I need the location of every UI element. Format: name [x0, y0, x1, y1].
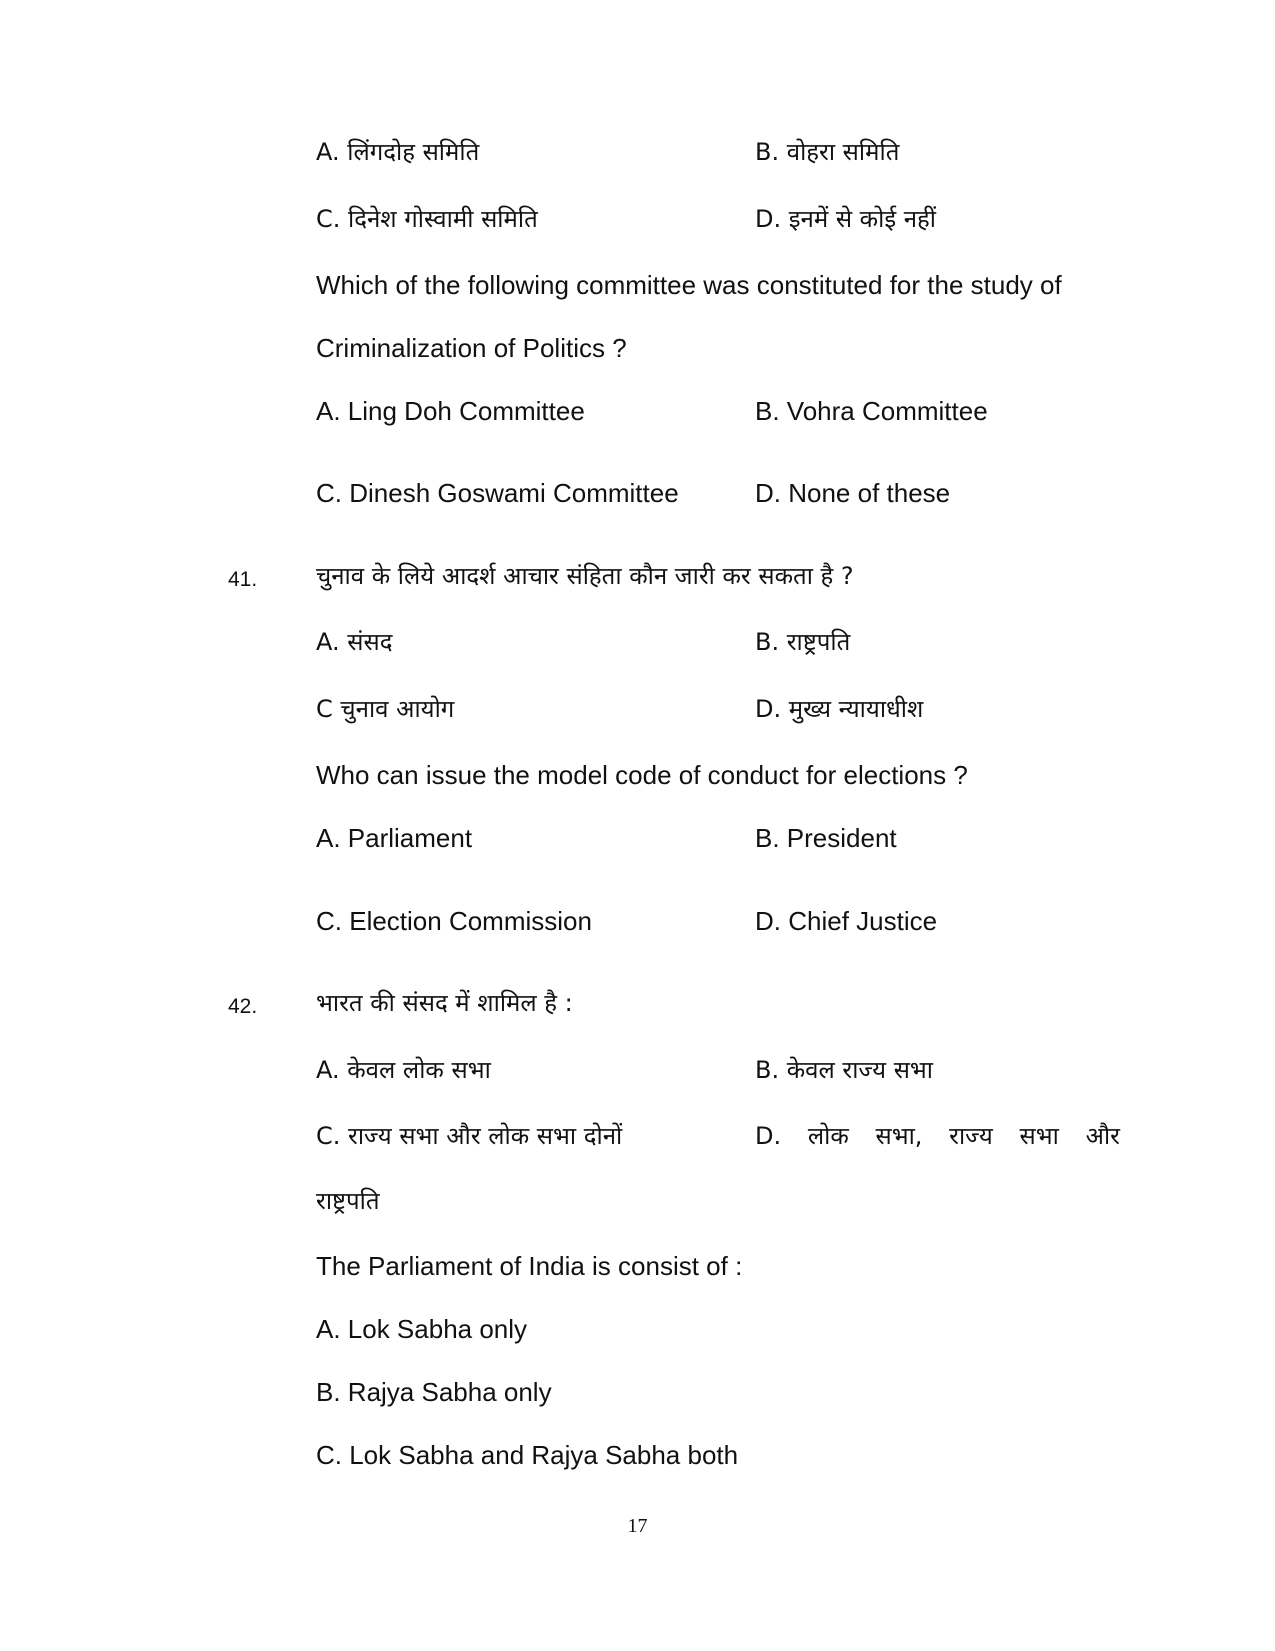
q40-hi-option-d: D. इनमें से कोई नहीं — [755, 205, 937, 233]
q42-hi-option-d-word: राज्य — [949, 1122, 993, 1150]
q41-hi-question: चुनाव के लिये आदर्श आचार संहिता कौन जारी कर सकता है ? — [316, 562, 854, 590]
q40-hi-option-a: A. लिंगदोह समिति — [316, 138, 480, 166]
q40-en-question-line-2: Criminalization of Politics ? — [316, 333, 627, 363]
q41-hi-option-c: C चुनाव आयोग — [316, 695, 455, 723]
q42-hi-option-d — [755, 1120, 1120, 1152]
q42-en-option-a: A. Lok Sabha only — [316, 1314, 528, 1344]
q42-hi-option-d-word: सभा — [1019, 1122, 1059, 1150]
q42-hi-option-b: B. केवल राज्य सभा — [755, 1056, 934, 1084]
q41-hi-option-d: D. मुख्य न्यायाधीश — [755, 695, 924, 723]
q42-hi-question: भारत की संसद में शामिल है : — [316, 989, 573, 1017]
q42-number: 42. — [228, 995, 258, 1018]
q41-hi-option-a: A. संसद — [316, 628, 393, 656]
q41-en-option-c: C. Election Commission — [316, 906, 592, 936]
q41-en-option-a: A. Parliament — [316, 823, 473, 853]
q41-hi-option-b: B. राष्ट्रपति — [755, 628, 851, 656]
q42-hi-option-d-word: सभा, — [875, 1122, 923, 1150]
q40-en-question-line-1: Which of the following committee was constituted for the study of — [316, 270, 1062, 300]
q42-en-option-c: C. Lok Sabha and Rajya Sabha both — [316, 1440, 739, 1470]
q42-en-question: The Parliament of India is consist of : — [316, 1251, 743, 1281]
page-number: 17 — [627, 1515, 648, 1537]
q42-hi-option-d-word: D. — [755, 1122, 782, 1150]
q41-number: 41. — [228, 568, 258, 591]
q41-en-option-b: B. President — [755, 823, 897, 853]
q42-hi-option-d-word: और — [1085, 1122, 1120, 1150]
q40-hi-option-b: B. वोहरा समिति — [755, 138, 900, 166]
q42-hi-option-c: C. राज्य सभा और लोक सभा दोनों — [316, 1122, 623, 1150]
q42-en-option-b: B. Rajya Sabha only — [316, 1377, 552, 1407]
q41-en-question: Who can issue the model code of conduct for elections ? — [316, 760, 968, 790]
q42-hi-option-d-word: लोक — [807, 1122, 849, 1150]
q40-en-option-a: A. Ling Doh Committee — [316, 396, 585, 426]
q40-hi-option-c: C. दिनेश गोस्वामी समिति — [316, 205, 538, 233]
q42-hi-option-a: A. केवल लोक सभा — [316, 1056, 491, 1084]
q41-en-option-d: D. Chief Justice — [755, 906, 938, 936]
q42-hi-option-d-continuation: राष्ट्रपति — [316, 1187, 380, 1215]
q40-en-option-d: D. None of these — [755, 478, 951, 508]
q40-en-option-c: C. Dinesh Goswami Committee — [316, 478, 679, 508]
q40-en-option-b: B. Vohra Committee — [755, 396, 988, 426]
